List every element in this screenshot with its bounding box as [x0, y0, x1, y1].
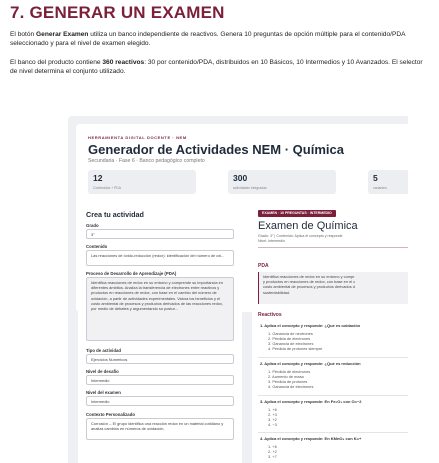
option: 3. +2 — [268, 417, 277, 422]
p2-text-a: El banco del producto contiene — [10, 59, 103, 66]
option: 1. Pérdida de electrones — [268, 369, 311, 374]
stat-actividades — [228, 170, 336, 194]
question-text: 3. Aplica el concepto y responde: En Fe₂O₃ con O=−2 — [260, 399, 362, 404]
pda-line: sustentabilidad. — [263, 289, 291, 295]
p1-text-a: El botón — [10, 31, 37, 38]
question-options — [268, 407, 277, 427]
reactivos-heading: Reactivos — [258, 312, 282, 318]
app-title: Generador de Actividades NEM · Química — [88, 142, 344, 157]
exam-preview — [252, 202, 408, 463]
pda-heading: PDA — [258, 263, 269, 269]
divider — [258, 247, 408, 248]
p1-bold: Generar Examen — [36, 31, 89, 38]
question-options — [268, 369, 313, 389]
nivel-examen-label: Nivel del examen — [86, 390, 121, 395]
question-separator — [258, 395, 408, 396]
stat-label: actividades integradas — [233, 186, 267, 190]
stat-variantes — [368, 170, 408, 194]
option: 1. +6 — [268, 444, 277, 449]
pda-text — [258, 272, 408, 304]
question-text: 4. Aplica el concepto y responde: En KMnO₄ con K=+ — [260, 436, 362, 441]
question-options — [268, 331, 322, 351]
question-separator — [258, 432, 408, 433]
option: 4. −3 — [268, 422, 277, 427]
intro-paragraph — [10, 30, 430, 48]
nivel-desafio-label: Nivel de desafío — [86, 369, 119, 374]
contenido-select[interactable]: Las reacciones de óxido-reducción (redox): identificación del número de oxi... — [86, 250, 234, 266]
app-eyebrow: HERRAMIENTA DIGITAL DOCENTE · NEM — [88, 135, 187, 140]
grado-label: Grado — [86, 223, 99, 228]
option: 3. Ganancia de electrones — [268, 341, 314, 346]
contexto-textarea[interactable]: Corrosión -- El grupo identifica una reacción redox en un material cotidiano y analiza cambios en números de oxidación. — [86, 418, 234, 440]
doc-title: 7. GENERAR UN EXAMEN — [10, 3, 225, 22]
stat-contenidos — [88, 170, 196, 194]
activity-form — [78, 202, 242, 463]
exam-meta-line: Grado: 3° | Contenido: Aplica el concepto y responde — [258, 234, 343, 238]
stat-label: Contenidos + PDA — [93, 186, 121, 190]
bank-paragraph — [10, 58, 430, 76]
exam-badge: EXAMEN · 10 PREGUNTAS · INTERMEDIO — [258, 210, 336, 217]
option: 1. +6 — [268, 407, 277, 412]
option: 2. +2 — [268, 449, 277, 454]
exam-meta-line: Nivel: Intermedio — [258, 238, 285, 243]
question-options — [268, 444, 277, 459]
stat-label: variantes — [373, 186, 387, 190]
app-subtitle: Secundaria · Fase 6 · Banco pedagógico completo — [88, 158, 205, 164]
form-title: Crea tu actividad — [86, 210, 144, 219]
stat-value: 5 — [373, 173, 378, 183]
p2-text-c: : 30 por contenido/PDA, distribuidos en 10 Básicos, 10 Intermedios y 10 Avanzados. El selector de nivel determina el conjunto utilizado. — [10, 59, 423, 75]
option: 4. Pérdida de protones siempre — [268, 346, 323, 351]
pda-line: Identifica reacciones de redox en su entorno y compr — [263, 274, 355, 279]
stat-value: 300 — [233, 173, 248, 183]
contexto-label: Contexto Personalizado — [86, 412, 135, 417]
grado-select[interactable]: 3° — [86, 229, 234, 239]
nivel-examen-select[interactable]: Intermedio — [86, 396, 234, 406]
app-screenshot — [68, 116, 408, 463]
pda-textarea[interactable]: Identifica reacciones de redox en su entorno y comprende su importancia en diferentes ámbitos. Analiza la transferencia de electrones entre reactivos y productos en reacciones de redox, con base en el cambio del número de oxidación, a partir de actividades experimentales. Valora los beneficios y el costo ambiental de procesos y productos derivados de las reacciones redox, por medio de debates y argumentando su postur... — [86, 277, 234, 341]
question-text: 1. Aplica el concepto y responde: ¿Qué es oxidación — [260, 323, 361, 328]
tipo-actividad-label: Tipo de actividad — [86, 348, 122, 353]
option: 3. Pérdida de protones — [268, 379, 308, 384]
option: 3. +7 — [268, 454, 277, 459]
option: 4. Ganancia de electrones — [268, 384, 314, 389]
option: 2. Aumento de masa — [268, 374, 304, 379]
question-text: 2. Aplica el concepto y responde: ¿Qué es reducción — [260, 361, 361, 366]
pda-line: costo ambiental de procesos y productos derivados d — [263, 284, 355, 290]
stat-value: 12 — [93, 173, 103, 183]
exam-meta — [258, 234, 342, 244]
option: 1. Ganancia de neutrones — [268, 331, 313, 336]
contenido-label: Contenido — [86, 244, 108, 249]
question-separator — [258, 357, 408, 358]
tipo-actividad-select[interactable]: Ejercicios Numéricos — [86, 354, 234, 364]
p1-text-c: utiliza un banco independiente de reactivos. Genera 10 preguntas de opción múltiple para el contenido/PDA seleccionado y para el nivel de examen elegido. — [10, 31, 406, 47]
option: 2. +3 — [268, 412, 277, 417]
exam-title: Examen de Química — [258, 220, 358, 232]
p2-bold: 360 reactivos — [102, 59, 145, 66]
pda-line: y productos en reacciones de redox, con base en el c — [263, 279, 356, 285]
nivel-desafio-select[interactable]: Intermedio — [86, 375, 234, 385]
pda-label: Proceso de Desarrollo de Aprendizaje (PDA) — [86, 271, 177, 276]
option: 2. Pérdida de electrones — [268, 336, 311, 341]
